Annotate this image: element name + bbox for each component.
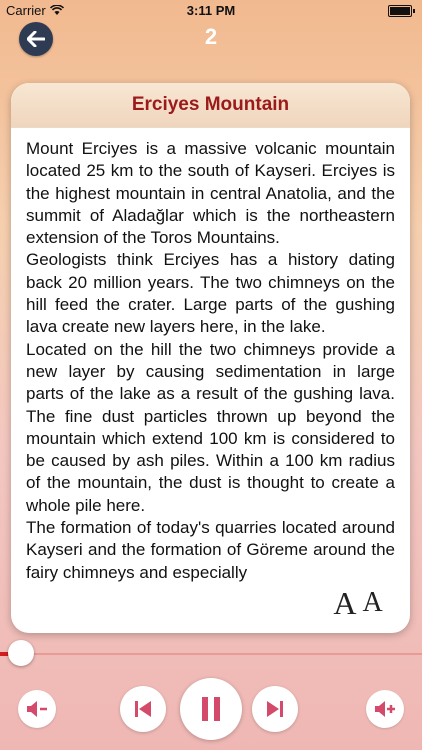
volume-down-icon: [25, 699, 49, 719]
article-paragraph: The formation of today's quarries located around Kayseri and the formation of Göreme around the fairy chimneys and especially: [26, 518, 395, 582]
status-bar: [0, 0, 422, 22]
progress-slider[interactable]: [0, 646, 422, 662]
carrier-label: Carrier: [6, 3, 46, 18]
pause-icon: [199, 695, 223, 723]
article-paragraph: Mount Erciyes is a massive volcanic mountain located 25 km to the south of Kayseri. Erciyes is the highest mountain in central Anatolia, and the summit of Aladağlar which is the northeastern extension of the Toros Mountains.: [26, 139, 395, 248]
article-title: Erciyes Mountain: [131, 94, 290, 115]
article-card: [11, 83, 410, 633]
progress-track: [0, 653, 422, 655]
progress-thumb[interactable]: [8, 640, 34, 666]
skip-previous-icon: [132, 699, 154, 719]
font-size-controls: [314, 577, 402, 629]
pause-button[interactable]: [180, 678, 242, 740]
font-increase-button[interactable]: A: [333, 584, 357, 621]
next-button[interactable]: [252, 686, 298, 732]
volume-up-button[interactable]: [366, 690, 404, 728]
font-decrease-button[interactable]: A: [362, 587, 383, 618]
skip-next-icon: [264, 699, 286, 719]
article-text[interactable]: [11, 128, 410, 623]
page-number: 2: [204, 24, 218, 49]
header: [0, 22, 422, 78]
article-title-bar: [11, 83, 410, 128]
volume-down-button[interactable]: [18, 690, 56, 728]
article-paragraph: Located on the hill the two chimneys provide a new layer by causing sedimentation in large parts of the lake as a result of the gushing lava. The fine dust particles thrown up beyond the mountain which extend 100 km is considered to be caused by ash piles. Within a 100 km radius of the mountain, the dust is thought to create a whole pile here.: [26, 339, 395, 515]
clock: 3:11 PM: [186, 3, 236, 18]
battery-icon: [388, 5, 412, 17]
article-paragraph: Geologists think Erciyes has a history dating back 20 million years. The two chimneys on the hill feed the crater. Large parts of the gushing lava create new layers here, in the lake.: [26, 250, 395, 337]
volume-up-icon: [373, 699, 397, 719]
player-controls: [0, 680, 422, 745]
previous-button[interactable]: [120, 686, 166, 732]
